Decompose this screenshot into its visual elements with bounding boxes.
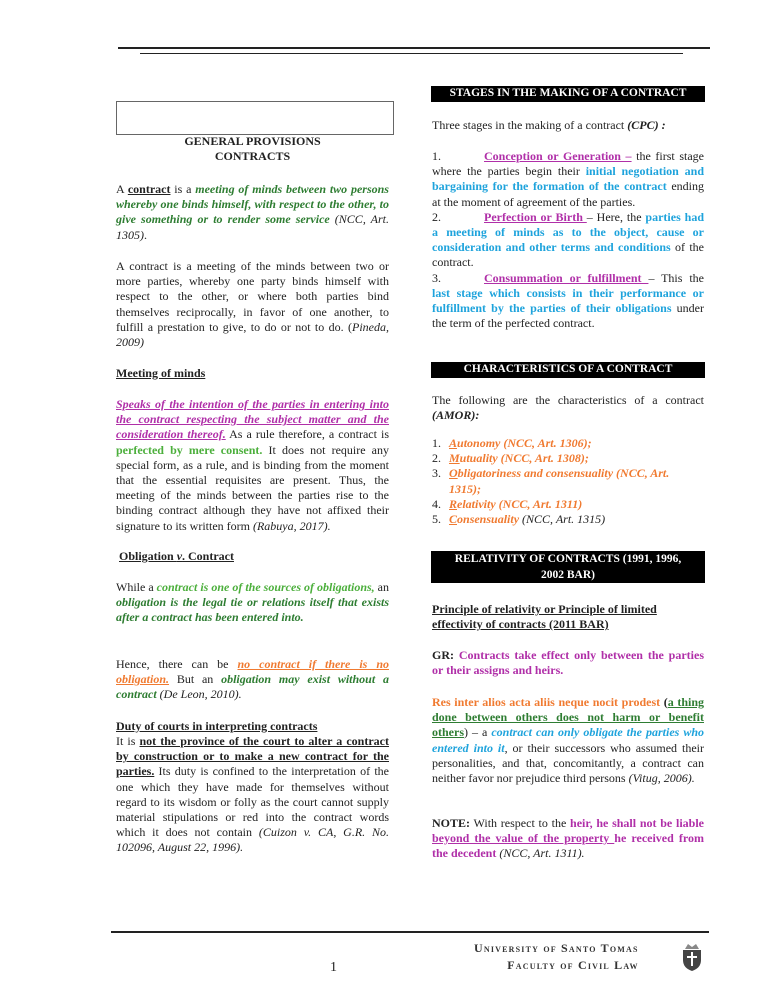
contract-definition: [116, 182, 389, 243]
heading-duty-of-courts: Duty of courts in interpreting contracts: [116, 719, 318, 733]
stage-item: [432, 149, 704, 210]
text: – This the: [648, 270, 704, 285]
gr-label: GR:: [432, 648, 459, 662]
text: onsensuality: [457, 512, 520, 527]
title-general-provisions: GENERAL PROVISIONS: [184, 134, 321, 148]
translation: a thing done between others does not harm or benefit others: [432, 695, 704, 740]
characteristics-header: CHARACTERISTICS OF A CONTRACT: [431, 362, 705, 378]
highlight: heir, he shall not be liable: [570, 816, 704, 830]
university-crest-icon: [680, 942, 704, 972]
heading-meeting-of-minds: Meeting of minds: [116, 366, 206, 380]
no-contract-text: [116, 657, 389, 703]
item-number: 1.: [432, 436, 441, 450]
text: . Contract: [182, 549, 234, 563]
highlight: he received from the decedent: [432, 831, 704, 861]
text: While a: [116, 580, 157, 594]
highlight: initial negotiation and bargaining for the formation of the contract: [432, 164, 704, 194]
stages-list: [432, 149, 704, 331]
characteristic-item: [432, 466, 694, 496]
initial: A: [449, 436, 458, 450]
obligation-vs-contract-text: [116, 580, 389, 626]
definition-highlight: meeting of minds between two persons whereby one binds himself, with respect to the other, to give something or to render some service: [116, 182, 389, 227]
heading-obligation-v-contract: [119, 549, 392, 564]
item-number: 4.: [432, 496, 441, 511]
header-rule-top: [118, 47, 710, 49]
text: elativity (NCC, Art. 1311): [457, 496, 583, 511]
text: It does not require any special form, as a rule, and is binding from the moment that the essential requisites are present. Thus, the meeting of the minds between the parties rise to the binding contract although they have not affixed their signature to its written form: [116, 442, 389, 533]
text: is a: [170, 182, 196, 196]
stage-number: 1.: [432, 149, 441, 163]
note: [432, 816, 704, 862]
text: , or their successors who assumed their personalities, and that, concomitantly, a contract can neither favor nor prejudice third persons: [432, 740, 704, 786]
citation: (NCC, Art. 1311).: [496, 846, 585, 861]
stage-number: 3.: [432, 270, 441, 285]
contract-definition-pineda: [116, 259, 389, 350]
highlight: not the province of the court to alter a contract by construction or to make a new contract for the parties.: [116, 734, 389, 779]
initial: O: [449, 466, 458, 481]
initial: M: [449, 451, 460, 466]
text: an: [374, 580, 389, 594]
text: Three stages in the making of a contract: [432, 118, 628, 132]
text: under the term of the perfected contract.: [432, 301, 704, 331]
general-rule: [432, 648, 704, 678]
acronym: (CPC) :: [627, 118, 666, 132]
title-contracts: CONTRACTS: [214, 149, 291, 164]
citation: (NCC, Art. 1315): [519, 512, 606, 527]
characteristics-intro: [432, 393, 704, 423]
highlight: no contract if there is no obligation.: [116, 657, 389, 687]
empty-title-box: [116, 101, 394, 135]
text: A contract is a meeting of the minds between two or more parties, whereby one party binds himself with respect to the other, or where both parties bind themselves reciprocally, in favor of one another, to fulfill a prestation to give, to do or not to do. (: [116, 259, 389, 334]
text: As a rule therefore, a contract is: [225, 427, 389, 442]
highlight: last stage which consists in their performance or fulfillment by the parties of their obligations: [432, 285, 704, 316]
text: .: [144, 227, 147, 242]
characteristic-item: [432, 497, 694, 512]
stage-item: [432, 271, 704, 332]
header-rule-bottom: [140, 53, 683, 54]
university-name: University of Santo Tomas: [474, 941, 639, 955]
text: bligatoriness and consensuality (NCC, Art. 1315);: [449, 466, 670, 496]
stage-number: 2.: [432, 209, 441, 224]
highlight: obligation is the legal tie or relations itself that exists after a contract has been entered into.: [116, 595, 389, 625]
consent-highlight: perfected by mere consent.: [116, 442, 263, 457]
text: Its duty is confined to the interpretation of the one which they have made for themselves without regard to its wisdom or folly as the court cannot supply material stipulations or red into the contract words which it does not contain: [116, 764, 389, 840]
duty-of-courts-text: [116, 734, 389, 856]
initial: C: [449, 512, 458, 527]
note-label: NOTE:: [432, 816, 471, 830]
text: The following are the characteristics of a contract: [432, 393, 704, 407]
highlight: Contracts take effect only between the parties or their assigns and heirs.: [432, 648, 705, 678]
text: utonomy (NCC, Art. 1306);: [457, 436, 592, 450]
stages-header: STAGES IN THE MAKING OF A CONTRACT: [431, 86, 705, 102]
text: utuality (NCC, Art. 1308);: [459, 451, 589, 466]
citation: (De Leon, 2010).: [156, 687, 242, 702]
text: But an: [169, 672, 222, 687]
characteristic-item: [432, 451, 694, 466]
acronym: (AMOR):: [432, 408, 480, 423]
text: (: [660, 695, 668, 709]
footer-university-logo: [474, 940, 639, 974]
res-inter-alios: [432, 695, 704, 786]
item-number: 3.: [432, 466, 441, 481]
citation: (NCC, Art. 1305): [116, 212, 389, 242]
text: the first stage where the parties begin their: [432, 149, 704, 179]
meeting-of-minds-text: [116, 397, 389, 534]
text: A: [116, 182, 128, 196]
citation: Pineda, 2009): [116, 319, 389, 350]
heading-principle-of-relativity: Principle of relativity or Principle of limited effectivity of contracts (2011 BAR): [432, 602, 657, 632]
section-title: [116, 134, 389, 164]
stage-name: Perfection or Birth: [484, 209, 587, 224]
faculty-name: Faculty of Civil Law: [507, 958, 639, 972]
item-number: 5.: [432, 512, 441, 527]
footer-rule: [111, 931, 709, 933]
item-number: 2.: [432, 451, 441, 466]
characteristics-list: [432, 436, 694, 527]
intention-highlight: Speaks of the intention of the parties in entering into the contract respecting the subject matter and the consideration thereof.: [116, 397, 389, 442]
text: Hence, there can be: [116, 657, 238, 671]
stage-name: Consummation or fulfillment: [484, 270, 649, 285]
text: v: [176, 549, 183, 563]
latin-maxim: Res inter alios acta aliis neque nocit prodest: [432, 695, 661, 709]
text: With respect to the: [470, 816, 571, 830]
stage-name: Conception or Generation –: [484, 149, 632, 163]
citation: (Vitug, 2006).: [628, 771, 695, 786]
highlight: beyond the value of the property: [432, 831, 615, 846]
text: Obligation: [119, 549, 177, 563]
highlight: obligation may exist without a contract: [116, 672, 389, 702]
highlight: parties had a meeting of minds as to the object, cause or consideration and other terms and conditions: [432, 209, 704, 255]
stages-intro: [432, 118, 704, 133]
citation: (Rabuya, 2017).: [252, 518, 331, 533]
characteristic-item: [432, 512, 694, 527]
initial: R: [449, 496, 458, 511]
text: ) – a: [464, 725, 492, 740]
relativity-header: RELATIVITY OF CONTRACTS (1991, 1996, 2002 BAR): [431, 551, 705, 583]
citation: (Cuizon v. CA, G.R. No. 102096, August 22, 1996).: [116, 825, 389, 855]
text: – Here, the: [586, 209, 646, 224]
text: It is: [116, 734, 140, 748]
highlight: contract can only obligate the parties who entered into it: [432, 725, 704, 755]
text: of the contract.: [432, 240, 705, 270]
term-contract: contract: [127, 182, 171, 196]
text: ending at the moment of agreement of the parties.: [432, 179, 705, 209]
characteristic-item: [432, 436, 694, 451]
stage-item: [432, 210, 704, 271]
highlight: contract is one of the sources of obligations,: [156, 580, 375, 594]
page-number: 1: [330, 960, 337, 975]
